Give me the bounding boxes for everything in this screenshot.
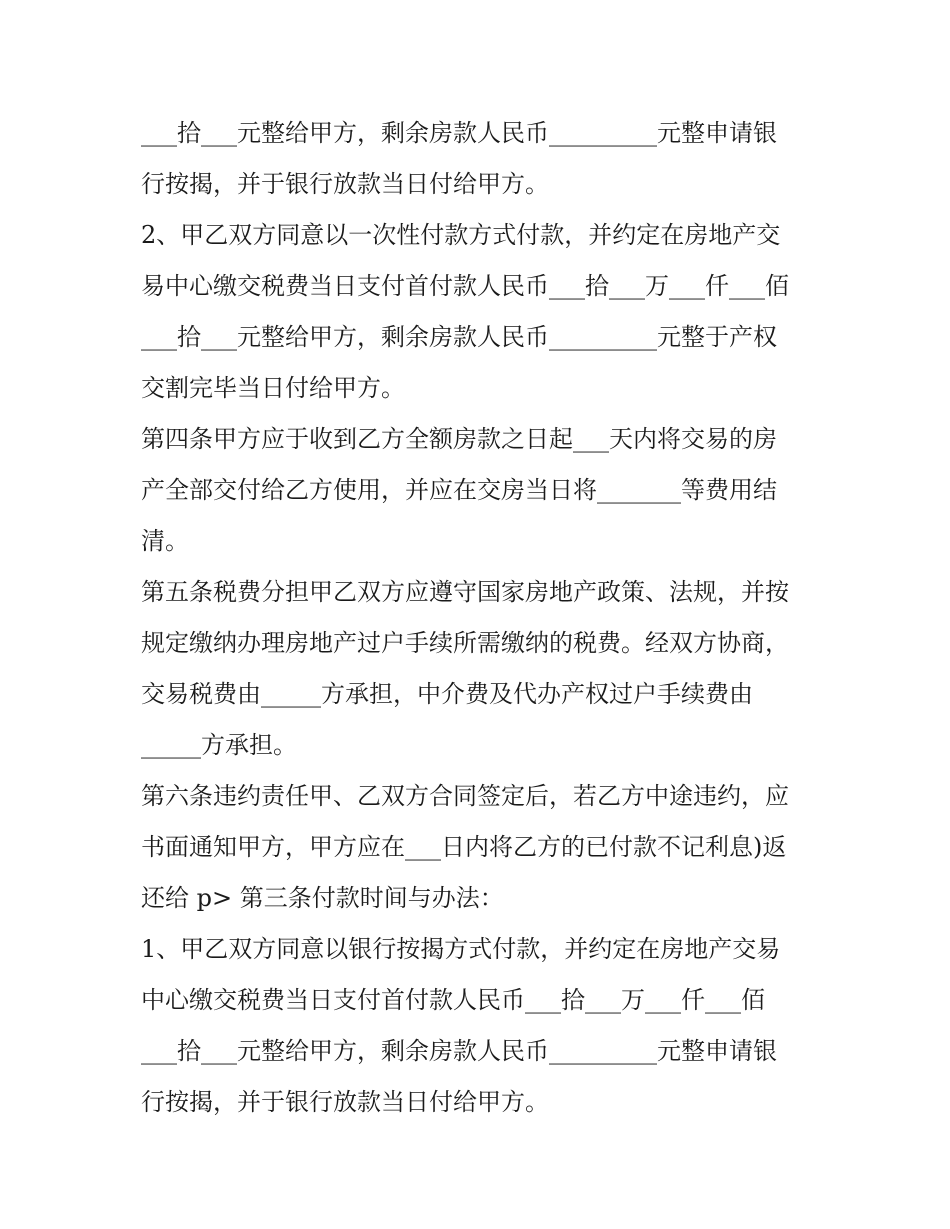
text-line: 交易税费由_____方承担，中介费及代办产权过户手续费由 bbox=[141, 680, 753, 708]
text-line: ___拾___元整给甲方，剩余房款人民币_________元整申请银 bbox=[141, 1037, 777, 1065]
text-line: 易中心缴交税费当日支付首付款人民币___拾___万___仟___佰 bbox=[141, 272, 789, 300]
text-line: _____方承担。 bbox=[141, 731, 297, 759]
text-line: 中心缴交税费当日支付首付款人民币___拾___万___仟___佰 bbox=[141, 986, 765, 1014]
text-line: 第五条税费分担甲乙双方应遵守国家房地产政策、法规，并按 bbox=[141, 578, 789, 606]
text-line: 书面通知甲方，甲方应在___日内将乙方的已付款不记利息)返 bbox=[141, 833, 787, 861]
text-line: 还给 p> 第三条付款时间与办法： bbox=[141, 884, 504, 912]
text-line: 清。 bbox=[141, 527, 189, 555]
text-line: 交割完毕当日付给甲方。 bbox=[141, 374, 405, 402]
text-line: 产全部交付给乙方使用，并应在交房当日将_______等费用结 bbox=[141, 476, 777, 504]
text-line: 行按揭，并于银行放款当日付给甲方。 bbox=[141, 1088, 549, 1116]
text-line: 规定缴纳办理房地产过户手续所需缴纳的税费。经双方协商， bbox=[141, 629, 789, 657]
text-line: 第四条甲方应于收到乙方全额房款之日起___天内将交易的房 bbox=[141, 425, 777, 453]
text-line: 1、甲乙双方同意以银行按揭方式付款，并约定在房地产交易 bbox=[141, 935, 781, 963]
text-line: 行按揭，并于银行放款当日付给甲方。 bbox=[141, 170, 549, 198]
text-line: 2、甲乙双方同意以一次性付款方式付款，并约定在房地产交 bbox=[141, 221, 781, 249]
contract-text bbox=[141, 108, 831, 1128]
text-line: ___拾___元整给甲方，剩余房款人民币_________元整申请银 bbox=[141, 119, 777, 147]
text-line: 第六条违约责任甲、乙双方合同签定后，若乙方中途违约，应 bbox=[141, 782, 789, 810]
text-line: ___拾___元整给甲方，剩余房款人民币_________元整于产权 bbox=[141, 323, 777, 351]
